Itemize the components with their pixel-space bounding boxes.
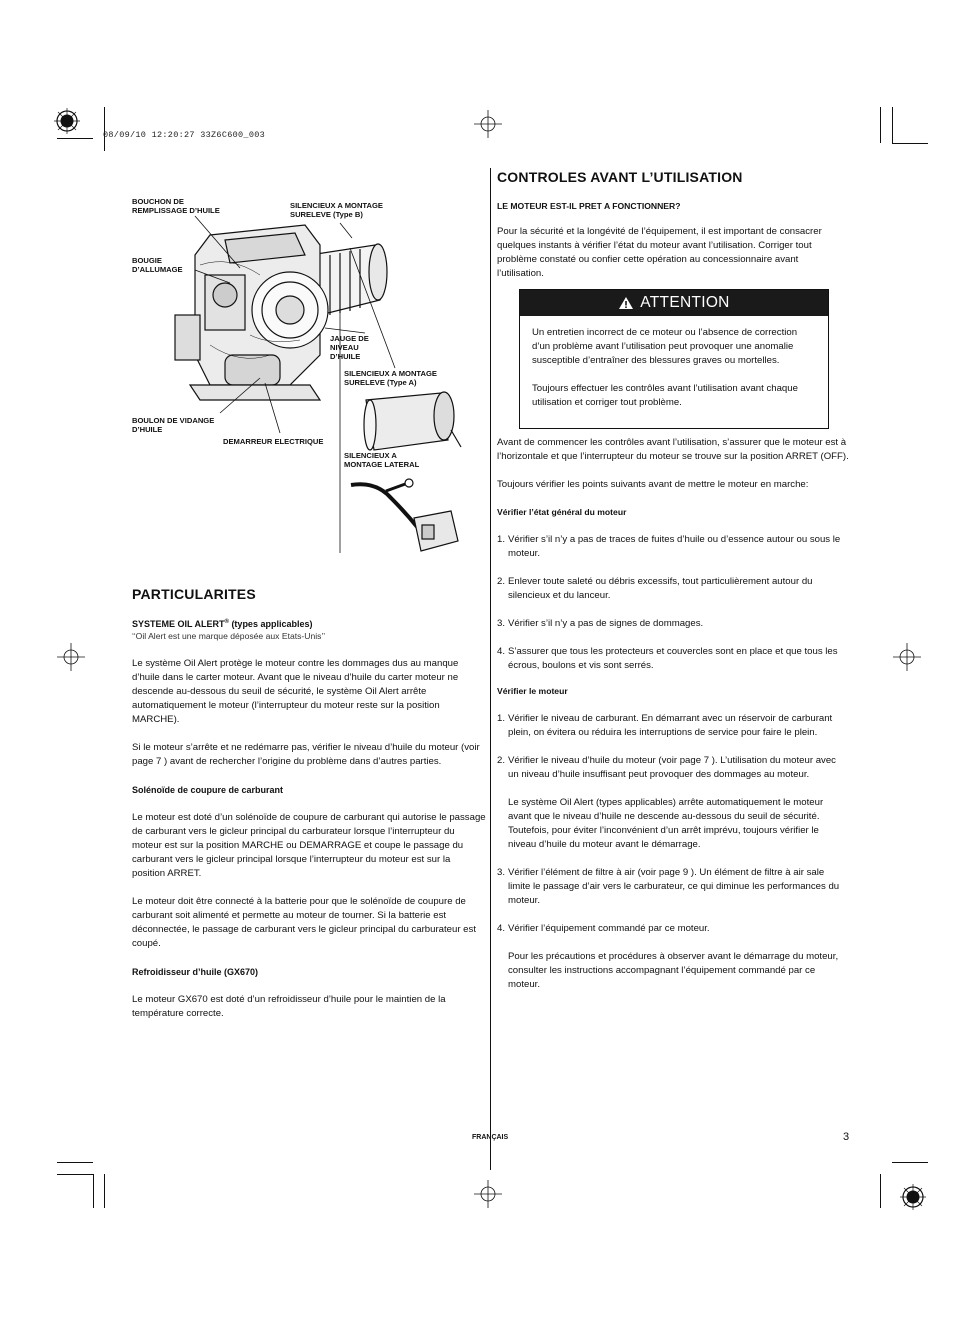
- list-number: 2.: [497, 755, 506, 766]
- attention-label: ATTENTION: [640, 294, 730, 311]
- list-item: [497, 645, 849, 673]
- warning-triangle-icon: [618, 296, 634, 310]
- list-text: Vérifier le niveau de carburant. En démarrant avec un réservoir de carburant plein, on évitera ou réduira les interruptions de service pour faire le plein.: [508, 713, 833, 738]
- attention-header: [520, 290, 828, 316]
- print-stamp: 08/09/10 12:20:27 33Z6C600_003: [103, 130, 266, 140]
- footer-language: FRANÇAIS: [472, 1134, 509, 1141]
- crosshair-icon: [57, 643, 85, 671]
- list-text: Vérifier s’il n’y a pas de traces de fuites d’huile ou d’essence autour ou sous le moteur.: [508, 534, 841, 559]
- section-title-particularites: PARTICULARITES: [132, 586, 256, 602]
- paragraph: Le système Oil Alert protège le moteur contre les dommages dus au manque d’huile dans le carter moteur. Avant que le niveau d’huile du carter moteur ne descende au-dessous du seuil de sécurité, le système Oil Alert arrête automatiquement le moteur (l’interrupteur du moteur reste sur la position MARCHE).: [132, 658, 459, 725]
- list-number: 1.: [497, 534, 506, 545]
- list-item: [497, 922, 849, 992]
- column-divider: [490, 168, 491, 1170]
- list-text: Enlever toute saleté ou débris excessifs, tout particulièrement autour du silencieux et du lanceur.: [508, 576, 813, 601]
- list-number: 1.: [497, 713, 506, 724]
- list-text: Vérifier le niveau d’huile du moteur (voir page 7 ). L’utilisation du moteur avec un niveau d’huile insuffisant peut provoquer des dommages au moteur.: [508, 755, 836, 780]
- list-subtext: Le système Oil Alert (types applicables) arrête automatiquement le moteur avant que le niveau d’huile ne descende au-dessous du seuil de sécurité. Toutefois, pour éviter l’inconvénient d’un arrêt imprévu, toujours vérifier le niveau d’huile du moteur avant le démarrage.: [508, 797, 824, 850]
- leader-lines: [180, 208, 410, 568]
- label-muffler-type-b: SILENCIEUX A MONTAGE SURELEVE (Type B): [290, 201, 383, 219]
- crosshair-icon: [474, 1180, 502, 1208]
- paragraph: Toujours vérifier les points suivants avant de mettre le moteur en marche:: [497, 479, 809, 490]
- subtitle-ready: LE MOTEUR EST-IL PRET A FONCTIONNER?: [497, 201, 681, 211]
- list-item: [497, 866, 849, 908]
- intro-paragraph: Pour la sécurité et la longévité de l’équipement, il est important de consacrer quelques instants à vérifier l’état du moteur avant l’utilisation. Corriger tout problème constaté ou confier cette opération au concessionnaire avant l’utilisation.: [497, 226, 822, 279]
- crosshair-icon: [893, 643, 921, 671]
- list-item: [497, 712, 849, 740]
- engine-check-list: [497, 712, 849, 992]
- list-subtext: Pour les précautions et procédures à observer avant le démarrage du moteur, consulter les instructions accompagnant l’équipement commandé par ce moteur.: [508, 951, 839, 990]
- list-item: [497, 575, 849, 603]
- oil-cooler-heading: Refroidisseur d’huile (GX670): [132, 967, 259, 977]
- label-oil-filler-cap: BOUCHON DE REMPLISSAGE D’HUILE: [132, 197, 220, 215]
- list-number: 3.: [497, 618, 506, 629]
- right-column-body: [497, 436, 849, 1006]
- page-number: 3: [843, 1131, 850, 1143]
- label-muffler-type-a: SILENCIEUX A MONTAGE SURELEVE (Type A): [344, 369, 437, 387]
- engine-check-heading: Vérifier le moteur: [497, 686, 568, 696]
- section-title-controles: CONTROLES AVANT L’UTILISATION: [497, 169, 743, 185]
- paragraph: Avant de commencer les contrôles avant l’utilisation, s’assurer que le moteur est à l’horizontale et que l’interrupteur du moteur se trouve sur la position ARRET (OFF).: [497, 437, 849, 462]
- general-check-heading: Vérifier l’état général du moteur: [497, 507, 627, 517]
- general-check-list: [497, 533, 849, 673]
- right-column: [497, 169, 847, 281]
- registration-target-icon: [51, 105, 83, 137]
- left-column: [132, 586, 486, 1021]
- list-text: Vérifier l’élément de filtre à air (voir page 9 ). Un élément de filtre à air sale limite le passage d’air vers le carburateur, ce qui diminue les performances du moteur.: [508, 867, 840, 906]
- attention-text: Toujours effectuer les contrôles avant l’utilisation avant chaque utilisation et corriger tout problème.: [532, 383, 798, 408]
- paragraph: Le moteur doit être connecté à la batterie pour que le solénoïde de coupure de carburant soit alimenté et permette au moteur de tourner. Si la batterie est déconnectée, le passage de carburant vers le gicleur principal du carburateur est coupé.: [132, 896, 476, 949]
- attention-box: [519, 289, 829, 429]
- crosshair-icon: [474, 110, 502, 138]
- label-dipstick: JAUGE DE NIVEAU D’HUILE: [330, 334, 369, 361]
- label-muffler-lateral: SILENCIEUX A MONTAGE LATERAL: [344, 451, 420, 469]
- paragraph: Le moteur est doté d’un solénoïde de coupure de carburant qui autorise le passage de carburant vers le gicleur principal du carburateur lorsque l’interrupteur du moteur est sur la position MARCHE ou DEMARRAGE et coupe le passage du carburant vers le gicleur principal lorsque l’interrupteur du moteur est sur la position ARRET.: [132, 812, 486, 879]
- list-item: [497, 533, 849, 561]
- oil-alert-heading: SYSTEME OIL ALERT® (types applicables): [132, 619, 313, 629]
- paragraph: Si le moteur s’arrête et ne redémarre pas, vérifier le niveau d’huile du moteur (voir page 7 ) avant de rechercher l’origine du problème dans d’autres parties.: [132, 742, 480, 767]
- list-text: S’assurer que tous les protecteurs et couvercles sont en place et que tous les écrous, boulons et vis sont serrés.: [508, 646, 838, 671]
- list-item: [497, 617, 849, 631]
- solenoid-heading: Solénoïde de coupure de carburant: [132, 785, 284, 795]
- attention-text: Un entretien incorrect de ce moteur ou l’absence de correction d’un problème avant l’utilisation peut provoquer une anomalie susceptible d’entraîner des blessures graves ou mortelles.: [532, 327, 798, 366]
- list-text: Vérifier s’il n’y a pas de signes de dommages.: [508, 618, 704, 629]
- label-electric-starter: DEMARREUR ELECTRIQUE: [223, 437, 324, 446]
- label-drain-bolt: BOULON DE VIDANGE D’HUILE: [132, 416, 215, 434]
- label-spark-plug: BOUGIE D’ALLUMAGE: [132, 256, 183, 274]
- list-number: 4.: [497, 923, 506, 934]
- paragraph: Le moteur GX670 est doté d’un refroidisseur d’huile pour le maintien de la température correcte.: [132, 994, 446, 1019]
- oil-alert-note: ‘‘Oil Alert est une marque déposée aux Etats-Unis’’: [132, 631, 326, 641]
- list-text: Vérifier l’équipement commandé par ce moteur.: [508, 923, 710, 934]
- list-item: [497, 754, 849, 852]
- list-number: 3.: [497, 867, 506, 878]
- list-number: 2.: [497, 576, 506, 587]
- registration-target-icon: [897, 1181, 929, 1213]
- list-number: 4.: [497, 646, 506, 657]
